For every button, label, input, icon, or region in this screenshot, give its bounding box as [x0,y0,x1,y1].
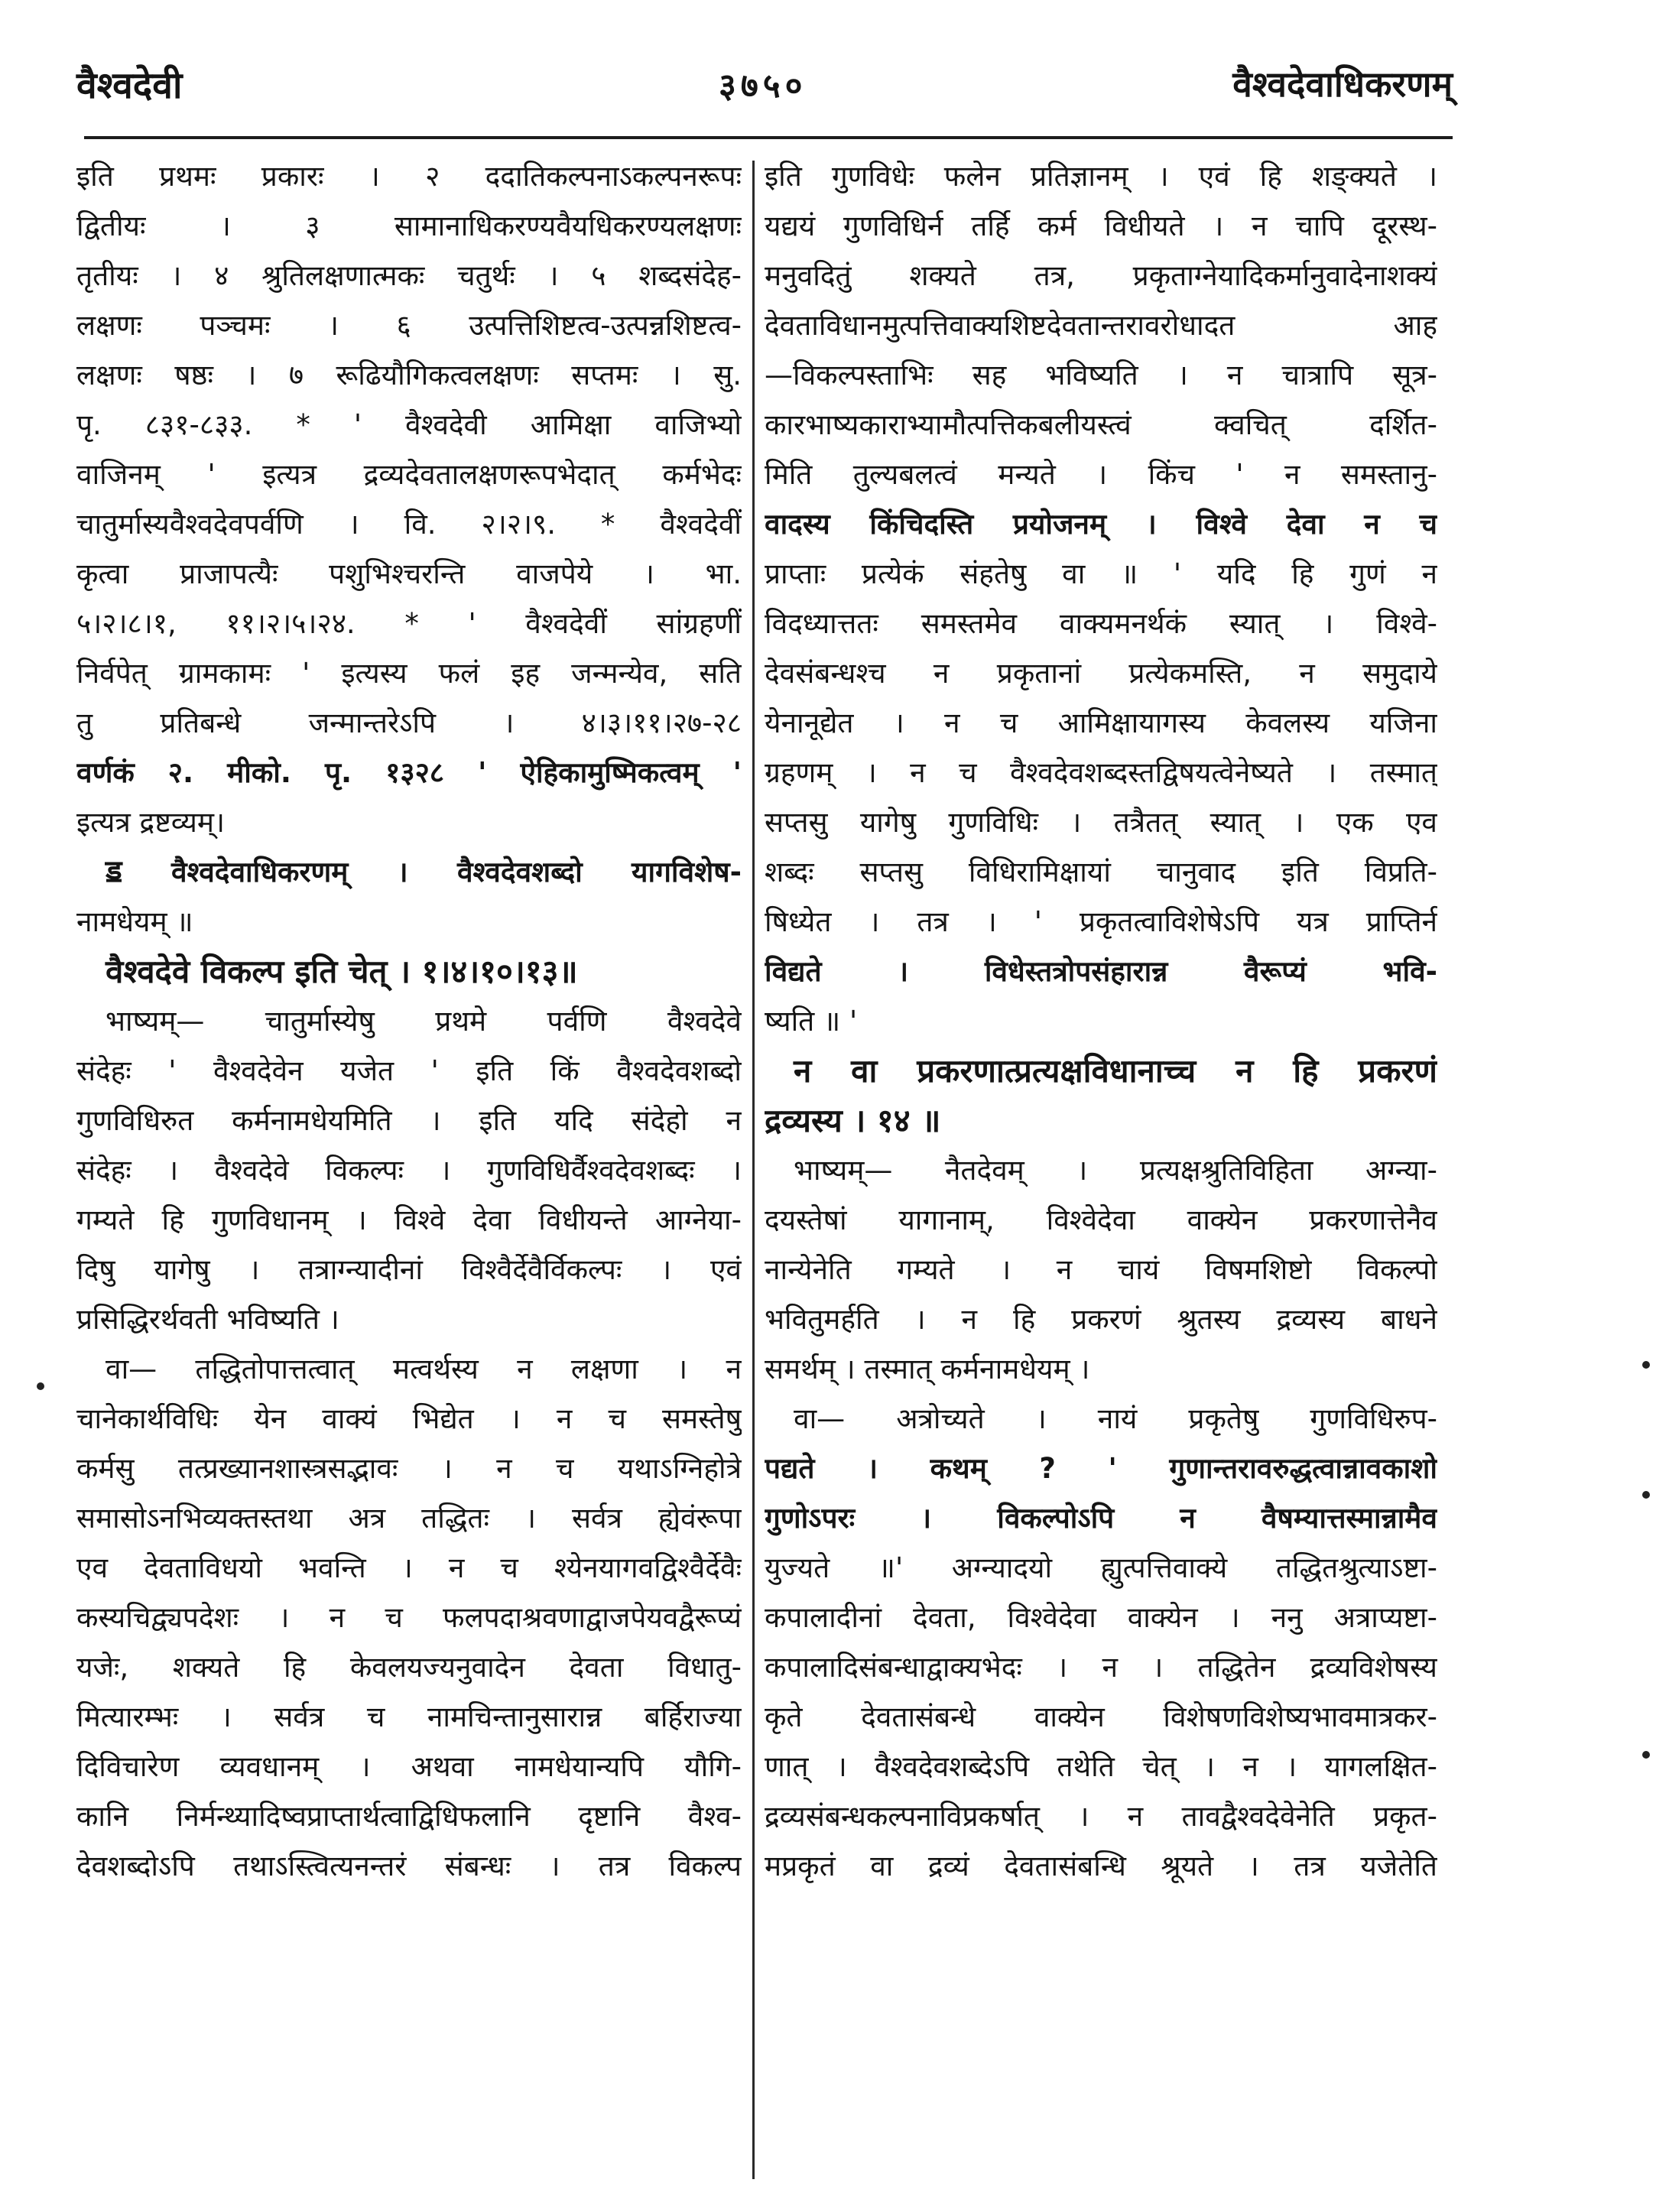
text-line: यद्ययं गुणविधिर्न तर्हि कर्म विधीयते । न चापि दूरस्थ- [765,210,1437,242]
text-line: एव देवताविधयो भवन्ति । न च श्येनयागवद्विश्वैर्देवैः [76,1551,742,1584]
text-line: द्वितीयः । ३ सामानाधिकरण्यवैयधिकरण्यलक्षणः [76,210,742,242]
bhashya-start: भाष्यम्— चातुर्मास्येषु प्रथमे पर्वणि वैश्वदेवे [106,1005,742,1038]
header-rule [84,136,1453,139]
text-line: गम्यते हि गुणविधानम् । विश्वे देवा विधीयन्ते आग्नेया- [76,1203,742,1236]
text-line: पद्यते । कथम् ? ' गुणान्तरावरुद्धत्वान्नावकाशो [765,1452,1437,1485]
text-line: विद्यते । विधेस्तत्रोपसंहारान्न वैरूप्यं भवि- [765,955,1437,988]
sutra-heading-cont: द्रव्यस्य । १४ ॥ [765,1102,941,1139]
text-line: वर्णकं २. मीको. पृ. १३२८ ' ऐहिकामुष्मिकत्वम् ' [76,756,742,789]
text-line: मित्यारम्भः । सर्वत्र च नामचिन्तानुसारान्न बर्हिराज्या [76,1700,742,1733]
right-column [765,151,1437,2201]
text-line: देवसंबन्धश्च न प्रकृतानां प्रत्येकमस्ति, न समुदाये [765,657,1437,690]
text-line: वाजिनम् ' इत्यत्र द्रव्यदेवतालक्षणरूपभेदात् कर्मभेदः [76,458,742,491]
vartika-start: वा— तद्धितोपात्तत्वात् मत्वर्थस्य न लक्षणा । न [106,1353,742,1385]
scan-dot-mark [1642,1751,1650,1759]
text-line: कारभाष्यकाराभ्यामौत्पत्तिकबलीयस्त्वं क्वचित् दर्शित- [765,408,1437,441]
text-line: इत्यत्र द्रष्टव्यम्। [76,806,226,839]
text-line: नामधेयम् ॥ [76,905,193,938]
text-line: वादस्य किंचिदस्ति प्रयोजनम् । विश्वे देवा न च [765,508,1437,541]
scan-dot-mark [1642,1361,1650,1369]
page-header [76,60,1453,128]
text-line: —विकल्पस्ताभिः सह भविष्यति । न चात्रापि सूत्र- [765,359,1437,391]
text-line: मिति तुल्यबलत्वं मन्यते । किंच ' न समस्तानु- [765,458,1437,491]
scan-dot-mark [37,1382,44,1390]
text-line: दिविचारेण व्यवधानम् । अथवा नामधेयान्यपि यौगि- [76,1750,742,1783]
text-line: कृते देवतासंबन्धे वाक्येन विशेषणविशेष्यभावमात्रकर- [765,1700,1437,1733]
left-column [76,151,742,2201]
text-line: तु प्रतिबन्धे जन्मान्तरेऽपि । ४।३।११।२७-२८ [76,706,742,739]
text-line: निर्वपेत् ग्रामकामः ' इत्यस्य फलं इह जन्मन्येव, सति [76,657,742,690]
text-line: गुणविधिरुत कर्मनामधेयमिति । इति यदि संदेहो न [76,1104,742,1137]
text-line: कृत्वा प्राजापत्यैः पशुभिश्चरन्ति वाजपेये । भा. [76,557,742,590]
text-line: कपालादिसंबन्धाद्वाक्यभेदः । न । तद्धितेन द्रव्यविशेषस्य [765,1651,1437,1684]
running-title-left: वैश्वदेवी [76,64,183,107]
text-line: देवशब्दोऽपि तथाऽस्त्वित्यनन्तरं संबन्धः । तत्र विकल्प [76,1850,742,1882]
text-line: कानि निर्मन्थ्यादिष्वप्राप्तार्थत्वाद्विधिफलानि दृष्टानि वैश्व- [76,1800,742,1833]
text-line: गुणोऽपरः । विकल्पोऽपि न वैषम्यात्तस्मान्नामैव [765,1502,1437,1535]
text-line: कर्मसु तत्प्रख्यानशास्त्रसद्भावः । न च यथाऽग्निहोत्रे [76,1452,742,1485]
text-line: मप्रकृतं वा द्रव्यं देवतासंबन्धि श्रूयते । तत्र यजेतेति [765,1850,1437,1882]
text-line: येनानूद्येत । न च आमिक्षायागस्य केवलस्य यजिना [765,706,1437,739]
text-line: षिध्येत । तत्र । ' प्रकृतत्वाविशेषेऽपि यत्र प्राप्तिर्न [765,905,1437,938]
text-line: ग्रहणम् । न च वैश्वदेवशब्दस्तद्विषयत्वेनेष्यते । तस्मात् [765,756,1437,789]
text-line: दयस्तेषां यागानाम्, विश्वेदेवा वाक्येन प्रकरणात्तेनैव [765,1203,1437,1236]
text-line: प्राप्ताः प्रत्येकं संहतेषु वा ॥ ' यदि हि गुणं न [765,557,1437,590]
text-line: समर्थम् । तस्मात् कर्मनामधेयम् । [765,1353,1090,1385]
text-line: समासोऽनभिव्यक्तस्तथा अत्र तद्धितः । सर्वत्र ह्येवंरूपा [76,1502,742,1535]
vartika-start: वा— अत्रोच्यते । नायं प्रकृतेषु गुणविधिरुप- [794,1402,1437,1435]
text-line: णात् । वैश्वदेवशब्देऽपि तथेति चेत् । न । यागलक्षित- [765,1750,1437,1783]
text-line: लक्षणः षष्ठः । ७ रूढियौगिकत्वलक्षणः सप्तमः । सु. [76,359,742,391]
bhashya-start: भाष्यम्— नैतदेवम् । प्रत्यक्षश्रुतिविहिता अग्न्या- [794,1154,1437,1187]
running-title-right: वैश्वदेवाधिकरणम् [1232,63,1453,105]
text-line: तृतीयः । ४ श्रुतिलक्षणात्मकः चतुर्थः । ५ शब्दसंदेह- [76,259,742,292]
text-line: चातुर्मास्यवैश्वदेवपर्वणि । वि. २।२।९. * वैश्वदेवीं [76,508,742,541]
text-line: संदेहः । वैश्वदेवे विकल्पः । गुणविधिर्वैश्वदेवशब्दः । [76,1154,742,1187]
text-line: शब्दः सप्तसु विधिरामिक्षायां चानुवाद इति विप्रति- [765,856,1437,888]
text-line: ५।२।८।१, ११।२।५।२४. * ' वैश्वदेवीं सांग्रहणीं [76,607,742,640]
text-line: द्रव्यसंबन्धकल्पनाविप्रकर्षात् । न तावद्वैश्वदेवेनेति प्रकृत- [765,1800,1437,1833]
text-line: सप्तसु यागेषु गुणविधिः । तत्रैतत् स्यात् । एक एव [765,806,1437,839]
text-line: चानेकार्थविधिः येन वाक्यं भिद्येत । न च समस्तेषु [76,1402,742,1435]
text-line: इति गुणविधेः फलेन प्रतिज्ञानम् । एवं हि शङ्क्यते । [765,160,1437,193]
text-line: विदध्यात्ततः समस्तमेव वाक्यमनर्थकं स्यात् । विश्वे- [765,607,1437,640]
text-line: ष्यति ॥ ' [765,1005,858,1038]
text-line: कपालादीनां देवता, विश्वेदेवा वाक्येन । ननु अत्राप्यष्टा- [765,1601,1437,1634]
text-line: संदेहः ' वैश्वदेवेन यजेत ' इति किं वैश्वदेवशब्दो [76,1054,742,1087]
column-divider [752,161,755,2179]
scan-dot-mark [1642,1491,1650,1499]
text-line: नान्येनेति गम्यते । न चायं विषमशिष्टो विकल्पो [765,1253,1437,1286]
text-line: लक्षणः पञ्चमः । ६ उत्पत्तिशिष्टत्व-उत्पन्नशिष्टत्व- [76,309,742,342]
sutra-heading: वैश्वदेवे विकल्प इति चेत् । १।४।१०।१३॥ [106,953,578,990]
text-line: युज्यते ॥' अग्न्यादयो ह्युत्पत्तिवाक्ये तद्धितश्रुत्याऽष्टा- [765,1551,1437,1584]
text-line: प्रसिद्धिरर्थवती भविष्यति । [76,1303,339,1336]
sutra-heading: न वा प्रकरणात्प्रत्यक्षविधानाच्च न हि प्रकरणं [794,1052,1437,1090]
text-line: पृ. ८३१-८३३. * ' वैश्वदेवी आमिक्षा वाजिभ्यो [76,408,742,441]
text-line: कस्यचिद्व्यपदेशः । न च फलपदाश्रवणाद्वाजपेयवद्वैरूप्यं [76,1601,742,1634]
text-line: मनुवदितुं शक्यते तत्र, प्रकृताग्नेयादिकर्मानुवादेनाशक्यं [765,259,1437,292]
text-line: इति प्रथमः प्रकारः । २ ददातिकल्पनाऽकल्पनरूपः [76,160,742,193]
text-line: दिषु यागेषु । तत्राग्न्यादीनां विश्वैर्देवैर्विकल्पः । एवं [76,1253,742,1286]
section-heading: ॾ वैश्वदेवाधिकरणम् । वैश्वदेवशब्दो यागविशेष- [106,854,742,889]
text-line: यजेः, शक्यते हि केवलयज्यनुवादेन देवता विधातु- [76,1651,742,1684]
text-line: देवताविधानमुत्पत्तिवाक्यशिष्टदेवतान्तरावरोधादत आह [765,309,1437,342]
text-line: भवितुमर्हति । न हि प्रकरणं श्रुतस्य द्रव्यस्य बाधने [765,1303,1437,1336]
section-mark-icon: ॾ [106,854,122,889]
page-number: ३७५० [719,67,807,106]
